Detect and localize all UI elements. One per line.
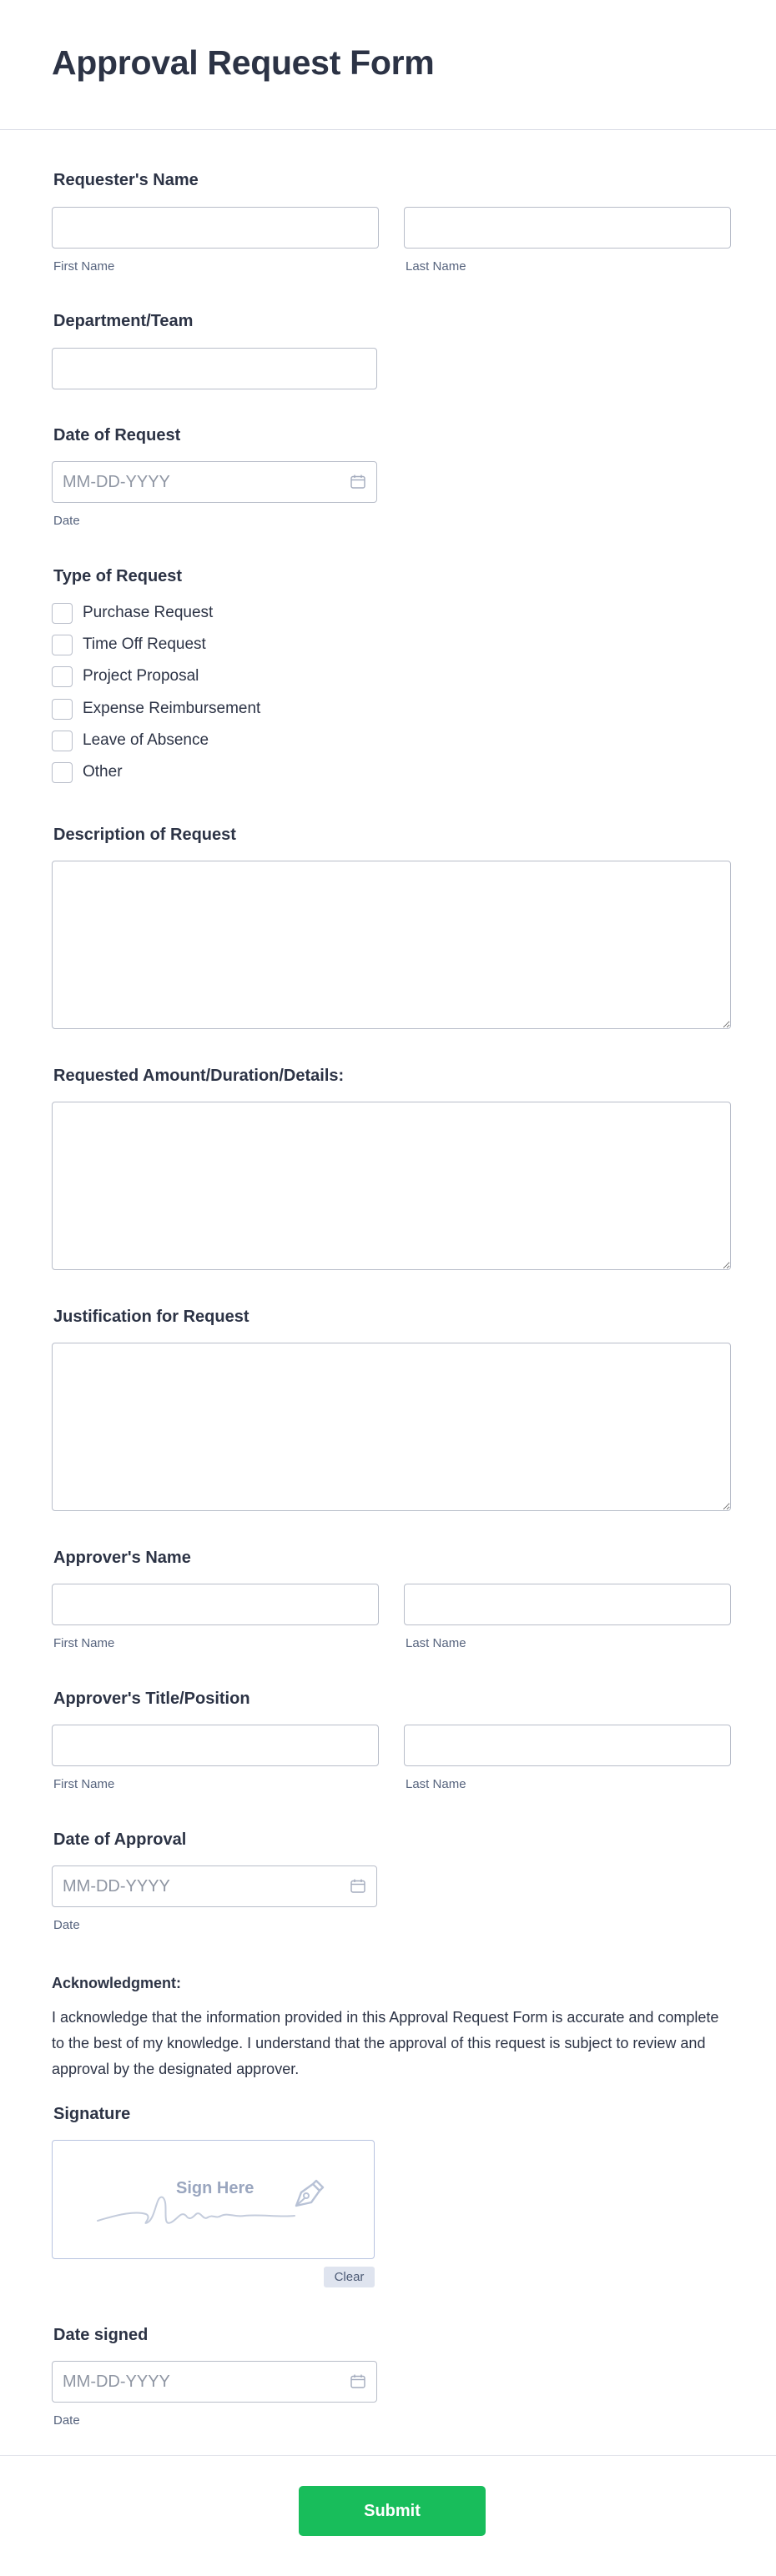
signed-date-label: Date signed — [53, 2326, 149, 2344]
approval-date-input[interactable] — [52, 1865, 377, 1907]
requester-first-name-sublabel: First Name — [53, 259, 115, 274]
footer-divider — [0, 2455, 776, 2456]
acknowledgment-title: Acknowledgment: — [52, 1975, 182, 1991]
checkbox-label: Other — [83, 763, 123, 781]
approver-last-name-input[interactable] — [404, 1584, 731, 1625]
signature-pad[interactable] — [52, 2140, 375, 2259]
checkbox-label: Leave of Absence — [83, 731, 209, 749]
approver-title-label: Approver's Title/Position — [53, 1690, 250, 1708]
approver-first-name-sublabel: First Name — [53, 1636, 115, 1650]
approver-name-label: Approver's Name — [53, 1549, 191, 1567]
acknowledgment-text: I acknowledge that the information provided in this Approval Request Form is accurate and complete to the best of my knowledge. I understand that the approval of this request is subject to review and approval by the designated approver. — [52, 2009, 719, 2077]
checkbox-label: Purchase Request — [83, 604, 214, 621]
request-date-field — [52, 461, 377, 503]
department-input[interactable] — [52, 348, 377, 389]
requester-first-name-input[interactable] — [52, 207, 379, 249]
signed-date-field — [52, 2361, 377, 2403]
approval-date-sublabel: Date — [53, 1918, 80, 1932]
approver-title-first-input[interactable] — [52, 1725, 379, 1766]
checkbox-label: Project Proposal — [83, 667, 199, 685]
calendar-icon[interactable] — [350, 475, 365, 489]
approver-last-name-sublabel: Last Name — [406, 1636, 466, 1650]
checkbox[interactable] — [52, 762, 73, 783]
request-type-option-project[interactable] — [52, 665, 199, 687]
approver-title-first-sublabel: First Name — [53, 1777, 115, 1791]
department-label: Department/Team — [53, 312, 194, 330]
approver-title-last-input[interactable] — [404, 1725, 731, 1766]
request-type-option-expense[interactable] — [52, 698, 260, 720]
approver-first-name-input[interactable] — [52, 1584, 379, 1625]
signed-date-input[interactable] — [52, 2361, 377, 2403]
approval-date-field — [52, 1865, 377, 1907]
request-date-sublabel: Date — [53, 514, 80, 528]
checkbox[interactable] — [52, 603, 73, 624]
signature-label: Signature — [53, 2105, 131, 2123]
amount-label: Requested Amount/Duration/Details: — [53, 1067, 345, 1085]
signature-clear-button[interactable]: Clear — [324, 2267, 375, 2287]
signature-placeholder: Sign Here — [176, 2179, 254, 2197]
request-date-input[interactable] — [52, 461, 377, 503]
description-textarea[interactable] — [52, 861, 731, 1029]
justification-textarea[interactable] — [52, 1343, 731, 1511]
approval-date-label: Date of Approval — [53, 1830, 187, 1849]
request-date-label: Date of Request — [53, 426, 181, 444]
calendar-icon[interactable] — [350, 2374, 365, 2388]
request-type-option-other[interactable] — [52, 761, 123, 783]
justification-label: Justification for Request — [53, 1308, 249, 1326]
checkbox[interactable] — [52, 635, 73, 655]
checkbox[interactable] — [52, 666, 73, 687]
requester-last-name-input[interactable] — [404, 207, 731, 249]
pen-icon — [290, 2177, 326, 2211]
request-type-option-time-off[interactable] — [52, 634, 206, 655]
submit-button[interactable]: Submit — [299, 2486, 486, 2536]
requester-last-name-sublabel: Last Name — [406, 259, 466, 274]
calendar-icon[interactable] — [350, 1879, 365, 1893]
checkbox-label: Time Off Request — [83, 635, 206, 653]
checkbox[interactable] — [52, 699, 73, 720]
form-header — [0, 0, 776, 130]
approver-title-last-sublabel: Last Name — [406, 1777, 466, 1791]
request-type-option-leave[interactable] — [52, 730, 209, 751]
form-title: Approval Request Form — [52, 43, 435, 82]
request-type-option-purchase[interactable] — [52, 602, 213, 624]
checkbox-label: Expense Reimbursement — [83, 700, 261, 717]
amount-textarea[interactable] — [52, 1102, 731, 1270]
request-type-label: Type of Request — [53, 567, 183, 585]
checkbox[interactable] — [52, 731, 73, 751]
requester-name-label: Requester's Name — [53, 171, 199, 189]
signed-date-sublabel: Date — [53, 2413, 80, 2428]
description-label: Description of Request — [53, 826, 236, 844]
